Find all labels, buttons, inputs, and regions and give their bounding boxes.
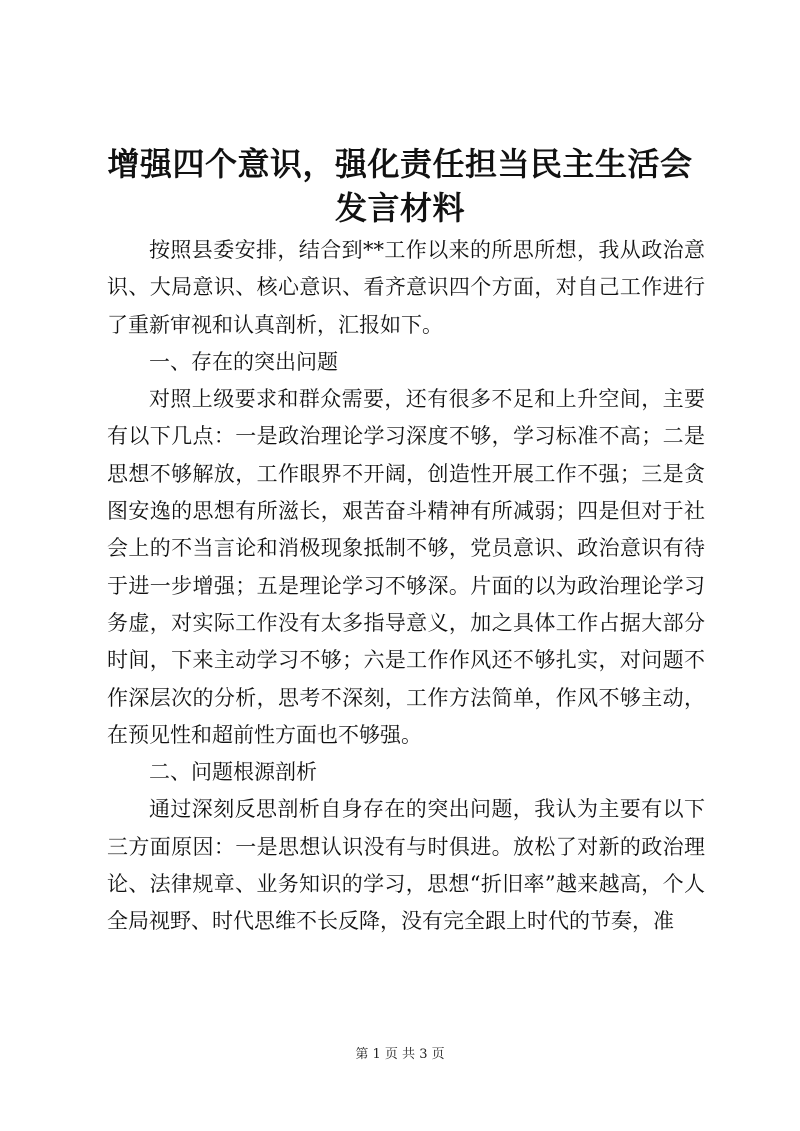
section-heading-root-causes: 二、问题根源剖析	[149, 760, 317, 785]
section-heading-problems: 一、存在的突出问题	[149, 349, 338, 374]
document-title: 增强四个意识，强化责任担当民主生活会发言材料	[107, 145, 693, 227]
problems-paragraph: 对照上级要求和群众需要，还有很多不足和上升空间，主要有以下几点：一是政治理论学习深度不够，学习标准不高；二是思想不够解放，工作眼界不开阔，创造性开展工作不强；三是贪图安逸的思想有所滋长，艰苦奋斗精神有所减弱；四是但对于社会上的不当言论和消极现象抵制不够，党员意识、政治意识有待于进一步增强；五是理论学习不够深。片面的以为政治理论学习务虚，对实际工作没有太多指导意义，加之具体工作占据大部分时间，下来主动学习不够；六是工作作风还不够扎实，对问题不作深层次的分析，思考不深刻，工作方法简单，作风不够主动，在预见性和超前性方面也不够强。	[107, 387, 705, 747]
intro-paragraph: 按照县委安排，结合到**工作以来的所思所想，我从政治意识、大局意识、核心意识、看齐意识四个方面，对自己工作进行了重新审视和认真剖析，汇报如下。	[107, 238, 705, 337]
document-body	[107, 232, 705, 941]
page-number-footer: 第 1 页 共 3 页	[355, 1047, 445, 1062]
root-causes-paragraph: 通过深刻反思剖析自身存在的突出问题，我认为主要有以下三方面原因：一是思想认识没有与时俱进。放松了对新的政治理论、法律规章、业务知识的学习，思想“折旧率”越来越高，个人全局视野、时代思维不长反降，没有完全跟上时代的节奏，准	[107, 797, 705, 934]
